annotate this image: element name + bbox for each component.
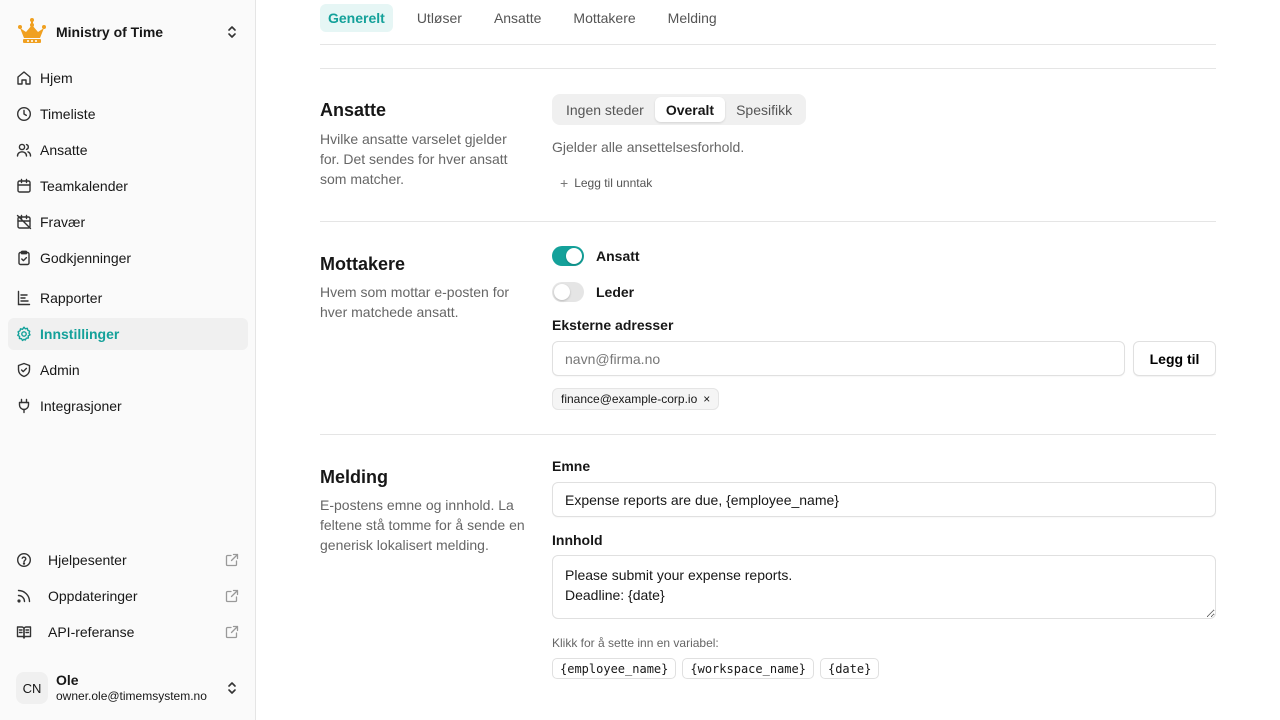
message-section-description: E-postens emne og innhold. La feltene stå tomme for å sende en generisk lokalisert melding. [320,497,525,553]
shield-check-icon [16,362,32,378]
employees-section-description: Hvilke ansatte varselet gjelder for. Det sendes for hver ansatt som matcher. [320,131,508,187]
recipients-section-description: Hvem som mottar e-posten for hver matchede ansatt. [320,284,510,320]
variable-chip-workspace-name[interactable]: {workspace_name} [682,658,814,679]
workspace-switcher[interactable] [8,12,248,52]
plus-icon: + [560,175,569,191]
sidebar-item-label: Ansatte [40,142,88,158]
report-icon [16,290,32,306]
section-divider [320,434,1216,435]
sidebar-item-label: Innstillinger [40,326,120,342]
sidebar [0,0,256,720]
sidebar-item-integrasjoner[interactable] [8,390,248,422]
sidebar-item-label: Fravær [40,214,86,230]
external-link-icon [224,552,240,568]
sidebar-item-label: API-referanse [48,624,135,640]
sidebar-item-label: Timeliste [40,106,96,122]
rss-icon [16,588,32,604]
tab-mottakere[interactable]: Mottakere [573,10,636,26]
variables-hint: Klikk for å sette inn en variabel: [552,636,719,650]
user-email: owner.ole@timemsystem.no [56,689,207,703]
message-section-title: Melding [320,467,388,487]
employees-section-title: Ansatte [320,100,387,120]
recipients-section-title: Mottakere [320,254,406,274]
sidebar-item-label: Teamkalender [40,178,128,194]
variable-list [552,658,885,679]
sidebar-item-label: Hjem [40,70,73,86]
add-exception-button[interactable] [560,174,652,192]
tab-generelt[interactable]: Generelt [320,4,393,32]
sidebar-item-godkjenninger[interactable] [8,242,248,274]
sidebar-item-label: Admin [40,362,80,378]
chevrons-up-down-icon [224,680,240,696]
address-chip [552,388,719,410]
clipboard-check-icon [16,250,32,266]
sidebar-item-ansatte[interactable] [8,134,248,166]
external-link-icon [224,588,240,604]
section-divider [320,68,1216,69]
sidebar-item-hjelpesenter[interactable] [8,544,248,576]
employee-toggle[interactable] [552,246,584,266]
manager-toggle-label: Leder [596,284,635,300]
main-nav [8,62,248,426]
scope-option-everywhere[interactable]: Overalt [655,97,725,122]
external-link-icon [224,624,240,640]
user-name: Ole [56,672,79,688]
body-label: Innhold [552,532,603,548]
scope-segmented-control [552,94,806,125]
manager-toggle[interactable] [552,282,584,302]
variable-chip-date[interactable]: {date} [820,658,879,679]
gear-icon [16,326,32,342]
remove-icon[interactable]: × [703,392,711,406]
scope-option-nowhere[interactable]: Ingen steder [566,101,644,118]
user-info [56,672,224,704]
sidebar-item-label: Hjelpesenter [48,552,127,568]
sidebar-item-label: Oppdateringer [48,588,138,604]
tabs-divider [320,44,1216,45]
tab-utloser[interactable]: Utløser [416,10,462,26]
external-email-input[interactable] [552,341,1125,376]
add-address-button[interactable]: Legg til [1133,341,1216,376]
add-exception-label: Legg til unntak [574,176,653,190]
secondary-nav [8,544,248,652]
variable-chip-employee-name[interactable]: {employee_name} [552,658,676,679]
clock-icon [16,106,32,122]
user-menu[interactable] [8,664,248,712]
sidebar-item-label: Integrasjoner [40,398,122,414]
workspace-name: Ministry of Time [56,24,164,40]
sidebar-item-api-referanse[interactable] [8,616,248,648]
section-tabs [320,4,741,32]
avatar: CN [16,672,48,704]
address-chip-label: finance@example-corp.io [561,392,698,406]
plug-icon [16,398,32,414]
sidebar-item-admin[interactable] [8,354,248,386]
section-divider [320,221,1216,222]
tab-melding[interactable]: Melding [667,10,717,26]
subject-label: Emne [552,458,591,474]
sidebar-item-rapporter[interactable] [8,282,248,314]
chevrons-up-down-icon [224,24,240,40]
users-icon [16,142,32,158]
crown-icon [16,16,48,48]
sidebar-item-teamkalender[interactable] [8,170,248,202]
sidebar-item-oppdateringer[interactable] [8,580,248,612]
sidebar-item-innstillinger[interactable] [8,318,248,350]
body-textarea[interactable] [552,555,1216,619]
external-addresses-label: Eksterne adresser [552,317,674,333]
calendar-icon [16,178,32,194]
subject-input[interactable] [552,482,1216,517]
home-icon [16,70,32,86]
employee-toggle-label: Ansatt [596,248,640,264]
sidebar-item-timeliste[interactable] [8,98,248,130]
sidebar-item-label: Godkjenninger [40,250,132,266]
calendar-off-icon [16,214,32,230]
help-circle-icon [16,552,32,568]
book-icon [16,624,32,640]
sidebar-item-fravaer[interactable] [8,206,248,238]
scope-helper-text: Gjelder alle ansettelsesforhold. [552,139,745,155]
sidebar-item-label: Rapporter [40,290,103,306]
scope-option-specific[interactable]: Spesifikk [736,101,793,118]
tab-ansatte[interactable]: Ansatte [493,10,542,26]
sidebar-item-hjem[interactable] [8,62,248,94]
